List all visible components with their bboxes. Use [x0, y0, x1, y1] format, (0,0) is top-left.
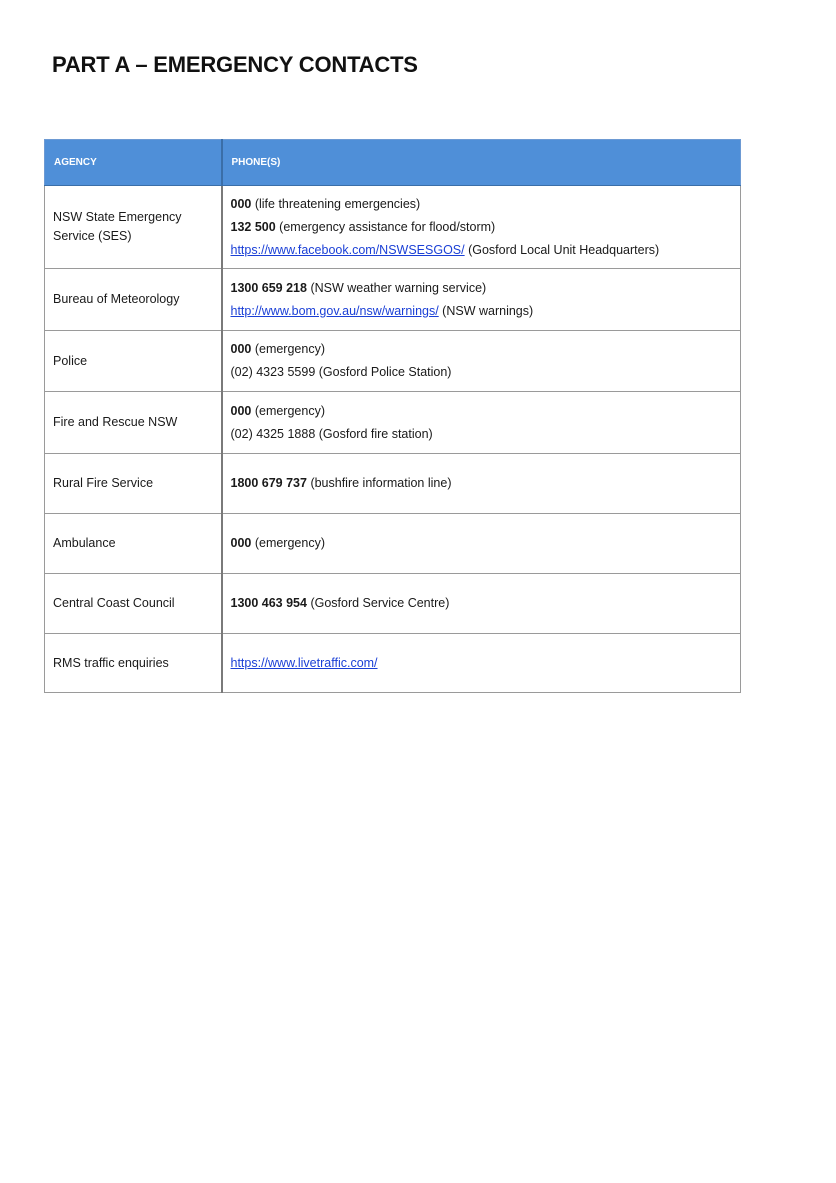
- livetraffic-link[interactable]: https://www.livetraffic.com/: [230, 655, 378, 670]
- contact-line: [231, 400, 733, 423]
- table-row: [45, 634, 741, 693]
- link-note: (Gosford Local Unit Headquarters): [464, 242, 660, 257]
- agency-cell: Fire and Rescue NSW: [45, 392, 222, 454]
- phone-note: (emergency assistance for flood/storm): [275, 219, 496, 234]
- phone-note: (emergency): [251, 403, 325, 418]
- contact-line: (02) 4323 5599 (Gosford Police Station): [230, 365, 452, 379]
- contact-line: [231, 239, 733, 262]
- table-row: [45, 454, 741, 514]
- phone-number: 000: [230, 342, 252, 356]
- agency-column-header: AGENCY: [45, 140, 222, 186]
- phone-number: 132 500: [230, 219, 276, 234]
- agency-cell: NSW State Emergency Service (SES): [45, 186, 222, 269]
- phones-cell: [222, 269, 741, 331]
- phone-note: (emergency): [251, 342, 325, 356]
- phone-number: 1800 679 737: [230, 476, 307, 490]
- contact-line: [231, 472, 733, 495]
- contact-line: [231, 277, 733, 300]
- phones-cell: [222, 454, 741, 514]
- agency-cell: Central Coast Council: [45, 574, 222, 634]
- phone-note: (NSW weather warning service): [306, 280, 487, 295]
- emergency-contacts-table: [44, 139, 741, 693]
- contact-line: [231, 592, 733, 615]
- agency-cell: Rural Fire Service: [45, 454, 222, 514]
- table-row: [45, 514, 741, 574]
- phone-number: 1300 463 954: [230, 596, 307, 610]
- contact-line: [231, 652, 733, 675]
- page-title: PART A – EMERGENCY CONTACTS: [52, 52, 418, 77]
- agency-cell: Bureau of Meteorology: [45, 269, 222, 331]
- phone-number: 000: [230, 403, 252, 418]
- phones-cell: [222, 186, 741, 269]
- phones-cell: [222, 514, 741, 574]
- table-row: [45, 392, 741, 454]
- phones-cell: [222, 331, 741, 392]
- link-note: (NSW warnings): [438, 303, 534, 318]
- ses-facebook-link[interactable]: https://www.facebook.com/NSWSESGOS/: [230, 242, 465, 257]
- table-row: [45, 331, 741, 392]
- phone-number: 000: [230, 536, 252, 550]
- phone-note: (life threatening emergencies): [251, 196, 421, 211]
- phone-number: 1300 659 218: [230, 280, 307, 295]
- table-header-row: [45, 140, 741, 186]
- phones-cell: [222, 634, 741, 693]
- table-row: [45, 186, 741, 269]
- phones-cell: [222, 392, 741, 454]
- table-row: [45, 269, 741, 331]
- phone-note: (emergency): [251, 536, 325, 550]
- agency-cell: Ambulance: [45, 514, 222, 574]
- phones-cell: [222, 574, 741, 634]
- phone-note: (bushfire information line): [306, 476, 452, 490]
- phone-number: 000: [230, 196, 252, 211]
- contact-line: [231, 193, 733, 216]
- table-row: [45, 574, 741, 634]
- contact-line: [231, 532, 733, 555]
- contact-line: [231, 338, 733, 361]
- phone-note: (Gosford Service Centre): [306, 596, 450, 610]
- agency-cell: RMS traffic enquiries: [45, 634, 222, 693]
- bom-warnings-link[interactable]: http://www.bom.gov.au/nsw/warnings/: [230, 303, 439, 318]
- contact-line: (02) 4325 1888 (Gosford fire station): [230, 426, 433, 441]
- contact-line: [231, 300, 733, 323]
- phones-column-header: PHONE(S): [222, 140, 741, 186]
- agency-cell: Police: [45, 331, 222, 392]
- contact-line: [231, 216, 733, 239]
